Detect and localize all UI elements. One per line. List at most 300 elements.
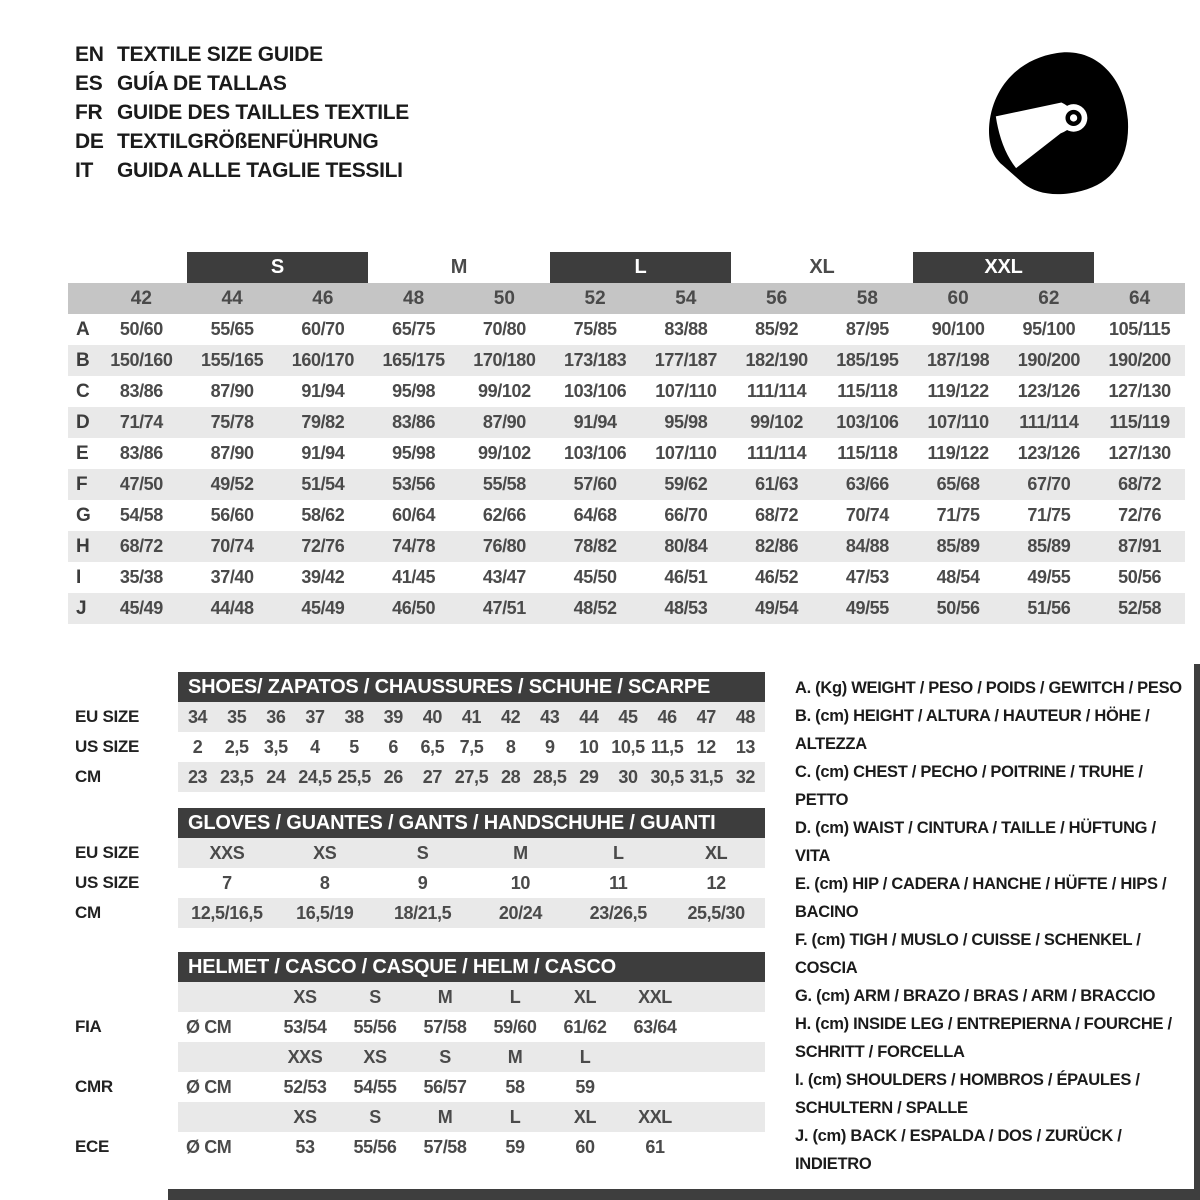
size-value: 55/56 (353, 1017, 397, 1037)
textile-row-d (68, 407, 1185, 438)
size-value: 10 (579, 737, 599, 757)
row-label: FIA (75, 1017, 102, 1036)
size-value: 83/86 (392, 412, 436, 432)
textile-row-g (68, 500, 1185, 531)
size-value: 58/62 (301, 505, 345, 525)
section-row (75, 982, 765, 1012)
row-label: EU SIZE (75, 707, 140, 726)
size-value: 55/58 (482, 474, 526, 494)
size-value: 107/110 (655, 443, 717, 463)
size-value: 10,5 (611, 737, 645, 757)
textile-row-c (68, 376, 1185, 407)
size-value: 18/21,5 (374, 898, 472, 928)
row-label (75, 1102, 178, 1132)
size-value: 10 (510, 873, 531, 893)
size-value: 87/91 (1118, 536, 1162, 556)
textile-row-e (68, 438, 1185, 469)
shoes-section (75, 672, 765, 792)
size-value: 65/75 (392, 319, 436, 339)
size-value: 60/70 (301, 319, 345, 339)
size-value: 48/54 (936, 567, 980, 587)
size-value: 67/70 (1027, 474, 1071, 494)
size-value: 30 (608, 762, 647, 792)
filler-cell (690, 1132, 765, 1162)
size-value: 62/66 (482, 505, 526, 525)
size-value: 40 (413, 702, 452, 732)
size-value: 61/63 (755, 474, 799, 494)
column-header: 56 (766, 288, 788, 309)
size-value: 52/53 (283, 1077, 327, 1097)
size-value: 30,5 (648, 762, 687, 792)
language-label: TEXTILGRÖßENFÜHRUNG (117, 130, 379, 153)
column-header: 48 (403, 288, 425, 309)
size-value: 53/56 (392, 474, 436, 494)
size-value: 49/55 (845, 598, 889, 618)
size-value: 91/94 (301, 443, 345, 463)
size-value: L (569, 838, 667, 868)
helmet-title: HELMET / CASCO / CASQUE / HELM / CASCO (188, 956, 616, 978)
size-value: XL (550, 1102, 620, 1132)
size-value: XS (340, 1042, 410, 1072)
size-value: 83/88 (664, 319, 708, 339)
size-value: 123/126 (1017, 443, 1080, 463)
size-value: 103/106 (563, 381, 627, 401)
diameter-label (178, 1102, 270, 1132)
column-header: 46 (312, 288, 334, 309)
row-label: US SIZE (75, 737, 140, 756)
language-row (75, 156, 409, 185)
size-value: 48 (726, 702, 765, 732)
size-value: XXL (620, 982, 690, 1012)
language-code: FR (75, 101, 103, 124)
section-row (75, 868, 765, 898)
size-value: XXS (270, 1042, 340, 1072)
size-value: 63/66 (845, 474, 889, 494)
row-label: ECE (75, 1137, 110, 1156)
diameter-label: Ø CM (186, 1137, 232, 1157)
size-value: 45/49 (301, 598, 345, 618)
language-row (75, 127, 409, 156)
size-value: 160/170 (291, 350, 354, 370)
size-value: 85/92 (755, 319, 799, 339)
size-value: 76/80 (482, 536, 526, 556)
size-value: 72/76 (1118, 505, 1162, 525)
size-value: 190/200 (1108, 350, 1171, 370)
size-value: 49/55 (1027, 567, 1071, 587)
size-value: 111/114 (1019, 412, 1079, 432)
size-value: 99/102 (750, 412, 803, 432)
size-value: S (340, 982, 410, 1012)
row-label: F (76, 474, 88, 495)
size-value: 79/82 (301, 412, 345, 432)
size-value: 45/49 (119, 598, 163, 618)
size-value: 78/82 (573, 536, 617, 556)
size-value: 68/72 (1118, 474, 1162, 494)
size-value: 55/56 (353, 1137, 397, 1157)
racing-helmet-icon (978, 36, 1140, 208)
textile-row-h (68, 531, 1185, 562)
textile-row-j (68, 593, 1185, 624)
size-value: XXS (178, 838, 276, 868)
size-group-xl: XL (809, 256, 835, 278)
legend-item: D. (cm) WAIST / CINTURA / TAILLE / HÜFTUNG / VITA (795, 819, 1156, 865)
size-value: 25,5/30 (667, 898, 765, 928)
size-value: 99/102 (478, 443, 531, 463)
size-value: 71/74 (119, 412, 163, 432)
size-value: 155/165 (200, 350, 264, 370)
size-value: 87/90 (210, 381, 254, 401)
section-row (75, 732, 765, 762)
legend-item: H. (cm) INSIDE LEG / ENTREPIERNA / FOURCHE / SCHRITT / FORCELLA (795, 1015, 1172, 1061)
size-value: 44 (569, 702, 608, 732)
size-group-s: S (187, 252, 369, 283)
size-value: 39/42 (301, 567, 345, 587)
textile-row-i (68, 562, 1185, 593)
size-value: 9 (417, 873, 428, 893)
column-header: 60 (947, 288, 969, 309)
size-group-l: L (550, 252, 732, 283)
row-label: C (76, 381, 90, 402)
size-value: 53 (295, 1137, 315, 1157)
row-label (75, 1042, 178, 1072)
size-value: XL (550, 982, 620, 1012)
size-value: 51/54 (301, 474, 345, 494)
size-value: 70/74 (210, 536, 254, 556)
size-value: L (550, 1042, 620, 1072)
size-value: 27,5 (452, 762, 491, 792)
column-header: 62 (1038, 288, 1060, 309)
size-value: 115/118 (837, 381, 898, 401)
size-value: 190/200 (1017, 350, 1080, 370)
size-value: 41/45 (392, 567, 436, 587)
column-header: 50 (493, 288, 515, 309)
size-value: 16,5/19 (276, 898, 374, 928)
size-value: 173/183 (563, 350, 627, 370)
column-header: 44 (221, 288, 243, 309)
size-value: 74/78 (392, 536, 436, 556)
section-row (75, 1012, 765, 1042)
size-value: 71/75 (1027, 505, 1071, 525)
size-value: 3,5 (263, 737, 288, 757)
gloves-title-bar (178, 808, 765, 838)
size-value: 75/78 (210, 412, 254, 432)
size-value: 182/190 (745, 350, 808, 370)
size-value: 27 (413, 762, 452, 792)
language-row (75, 69, 409, 98)
size-value: 24 (256, 762, 295, 792)
size-value: 71/75 (936, 505, 980, 525)
size-value: 103/106 (836, 412, 899, 432)
size-value: 54/55 (353, 1077, 397, 1097)
column-header: 42 (130, 288, 152, 309)
right-border-bar (1194, 664, 1200, 1200)
size-value: XL (667, 838, 765, 868)
language-label: TEXTILE SIZE GUIDE (117, 43, 323, 66)
size-value: 6,5 (420, 737, 445, 757)
column-header: 64 (1129, 288, 1151, 309)
size-value: 37/40 (210, 567, 254, 587)
size-value: 49/52 (210, 474, 254, 494)
textile-body (68, 314, 1185, 624)
size-value: 64/68 (573, 505, 617, 525)
size-value: 70/80 (482, 319, 526, 339)
size-value: 90/100 (931, 319, 985, 339)
size-value: 95/98 (392, 443, 436, 463)
size-value: 65/68 (936, 474, 980, 494)
size-value: 68/72 (755, 505, 799, 525)
gloves-rows (75, 838, 765, 928)
language-code: DE (75, 130, 104, 153)
size-value: 4 (310, 737, 320, 757)
size-value: S (410, 1042, 480, 1072)
size-value: 127/130 (1108, 443, 1171, 463)
textile-row-b (68, 345, 1185, 376)
size-value: 57/58 (423, 1137, 467, 1157)
size-value: 85/89 (1027, 536, 1071, 556)
size-value: 6 (388, 737, 399, 757)
row-label: EU SIZE (75, 843, 140, 862)
filler-cell (690, 1102, 765, 1132)
size-value: S (374, 838, 472, 868)
size-value: 63/64 (633, 1017, 677, 1037)
legend-item: B. (cm) HEIGHT / ALTURA / HAUTEUR / HÖHE / ALTEZZA (795, 707, 1150, 753)
size-value: 12 (696, 737, 716, 757)
section-row (75, 1072, 765, 1102)
size-value: XS (276, 838, 374, 868)
size-value: 111/114 (746, 443, 807, 463)
size-value: 57/58 (423, 1017, 467, 1037)
size-value: XS (270, 1102, 340, 1132)
helmet-rows (75, 982, 765, 1162)
row-label: H (76, 536, 90, 557)
size-value: 50/60 (119, 319, 163, 339)
size-value: 7,5 (459, 737, 484, 757)
size-value: M (472, 838, 570, 868)
gloves-title: GLOVES / GUANTES / GANTS / HANDSCHUHE / GUANTI (188, 812, 716, 834)
section-row (75, 1102, 765, 1132)
size-value: 103/106 (563, 443, 627, 463)
size-value: 45/50 (573, 567, 617, 587)
size-value: 60 (575, 1137, 595, 1157)
textile-size-table (68, 252, 1185, 624)
size-value: 11,5 (650, 737, 684, 757)
row-label: CM (75, 767, 101, 786)
size-value: 5 (349, 737, 359, 757)
size-value: 48/53 (664, 598, 708, 618)
textile-row-f (68, 469, 1185, 500)
size-value: 50/56 (1118, 567, 1162, 587)
helmet-section (75, 952, 765, 1162)
size-value: 87/90 (482, 412, 526, 432)
size-value: 177/187 (654, 350, 717, 370)
size-value: 34 (178, 702, 217, 732)
legend-item: I. (cm) SHOULDERS / HOMBROS / ÉPAULES / SCHULTERN / SPALLE (795, 1071, 1140, 1117)
size-value: 43/47 (482, 567, 526, 587)
size-value: 8 (505, 737, 516, 757)
size-value: 47 (687, 702, 726, 732)
filler-cell (690, 1012, 765, 1042)
size-value: 37 (295, 702, 334, 732)
row-label: E (76, 443, 89, 464)
size-value: 43 (530, 702, 569, 732)
size-value: 13 (735, 737, 756, 757)
size-value: 53/54 (283, 1017, 327, 1037)
row-label: A (76, 319, 90, 340)
size-value: 35 (217, 702, 256, 732)
size-value: 44/48 (210, 598, 254, 618)
size-value: 46/51 (664, 567, 708, 587)
diameter-label (178, 982, 270, 1012)
size-value: M (480, 1042, 550, 1072)
filler-cell (690, 1072, 765, 1102)
size-value (620, 1072, 690, 1102)
language-label: GUIDA ALLE TAGLIE TESSILI (117, 159, 403, 182)
helmet-title-bar (178, 952, 765, 982)
size-value: 20/24 (472, 898, 570, 928)
filler-cell (690, 1042, 765, 1072)
size-value: 26 (374, 762, 413, 792)
size-value: 56/60 (210, 505, 254, 525)
size-value: 119/122 (927, 381, 989, 401)
size-value: 127/130 (1108, 381, 1171, 401)
size-value: 84/88 (845, 536, 889, 556)
textile-row-a (68, 314, 1185, 345)
language-code: IT (75, 159, 94, 182)
size-value: 70/74 (845, 505, 889, 525)
diameter-label: Ø CM (186, 1077, 232, 1097)
size-value: 60/64 (392, 505, 436, 525)
size-value: 115/118 (837, 443, 898, 463)
textile-columns-band (68, 283, 1185, 314)
size-value: 42 (491, 702, 530, 732)
size-value: 46/50 (392, 598, 436, 618)
size-value: 23 (178, 762, 217, 792)
size-value: 12 (706, 873, 726, 893)
size-value: 47/50 (119, 474, 163, 494)
size-value: M (410, 1102, 480, 1132)
size-value: 23/26,5 (569, 898, 667, 928)
size-value: 170/180 (473, 350, 536, 370)
size-value: XS (270, 982, 340, 1012)
row-label: D (76, 412, 90, 433)
size-value: 87/95 (845, 319, 889, 339)
size-value: 7 (222, 873, 232, 893)
section-row (75, 898, 765, 928)
row-label (75, 982, 178, 1012)
size-value: 2 (192, 737, 203, 757)
size-group-xxl: XXL (913, 252, 1095, 283)
size-value: 59/62 (664, 474, 708, 494)
size-value: 47/53 (845, 567, 889, 587)
size-value: M (410, 982, 480, 1012)
row-label: I (76, 567, 81, 588)
size-value: 82/86 (755, 536, 799, 556)
row-label: US SIZE (75, 873, 140, 892)
shoes-title: SHOES/ ZAPATOS / CHAUSSURES / SCHUHE / SCARPE (188, 676, 711, 698)
textile-size-header (68, 252, 1185, 283)
size-value: 8 (319, 873, 330, 893)
size-value: 50/56 (936, 598, 980, 618)
size-value: 36 (256, 702, 295, 732)
language-code: EN (75, 43, 104, 66)
row-label: CM (75, 903, 101, 922)
section-row (75, 838, 765, 868)
section-row (75, 1132, 765, 1162)
size-value: 49/54 (755, 598, 799, 618)
size-value: 31,5 (687, 762, 726, 792)
filler-cell (690, 982, 765, 1012)
language-row (75, 40, 409, 69)
size-value: 56/57 (423, 1077, 467, 1097)
size-value: 72/76 (301, 536, 345, 556)
size-value: 58 (505, 1077, 525, 1097)
size-value: 185/195 (836, 350, 899, 370)
language-label: GUÍA DE TALLAS (117, 72, 287, 95)
row-label: CMR (75, 1077, 113, 1096)
size-value: 91/94 (573, 412, 617, 432)
language-code: ES (75, 72, 103, 95)
size-value: 46 (648, 702, 687, 732)
size-value: 107/110 (927, 412, 989, 432)
size-value: 105/115 (1108, 319, 1171, 339)
size-value: 107/110 (655, 381, 717, 401)
legend-item: J. (cm) BACK / ESPALDA / DOS / ZURÜCK / INDIETRO (795, 1127, 1122, 1173)
row-label: G (76, 505, 91, 526)
diameter-label: Ø CM (186, 1017, 232, 1037)
size-value: 47/51 (482, 598, 526, 618)
size-value: 123/126 (1017, 381, 1080, 401)
size-value: S (340, 1102, 410, 1132)
size-value: 2,5 (224, 737, 249, 757)
size-value: 85/89 (936, 536, 980, 556)
column-header: 54 (675, 288, 697, 309)
size-value: 95/98 (392, 381, 436, 401)
language-row (75, 98, 409, 127)
size-value: 55/65 (210, 319, 254, 339)
size-value: 75/85 (573, 319, 617, 339)
shoes-title-bar (178, 672, 765, 702)
size-value: 12,5/16,5 (178, 898, 276, 928)
size-value: 41 (452, 702, 491, 732)
legend-item: C. (cm) CHEST / PECHO / POITRINE / TRUHE / PETTO (795, 763, 1143, 809)
shoes-rows (75, 702, 765, 792)
size-value: L (480, 982, 550, 1012)
size-value: 95/98 (664, 412, 708, 432)
size-value: 91/94 (301, 381, 345, 401)
section-row (75, 1042, 765, 1072)
size-value: 59 (575, 1077, 595, 1097)
size-value: 115/119 (1109, 412, 1170, 432)
size-value: 99/102 (478, 381, 531, 401)
size-value: 39 (374, 702, 413, 732)
size-value: 9 (544, 737, 555, 757)
size-value: 165/175 (382, 350, 445, 370)
size-value: 23,5 (217, 762, 256, 792)
language-label: GUIDE DES TAILLES TEXTILE (117, 101, 409, 124)
size-value: 57/60 (573, 474, 617, 494)
legend-item: E. (cm) HIP / CADERA / HANCHE / HÜFTE / HIPS / BACINO (795, 875, 1167, 921)
size-value: 68/72 (119, 536, 163, 556)
legend-item: G. (cm) ARM / BRAZO / BRAS / ARM / BRACCIO (795, 987, 1156, 1005)
size-value: 28,5 (530, 762, 569, 792)
size-value: 52/58 (1118, 598, 1162, 618)
size-value: 59 (505, 1137, 525, 1157)
section-row (75, 702, 765, 732)
gloves-section (75, 808, 765, 928)
size-value: 83/86 (119, 381, 163, 401)
bottom-border-bar (168, 1189, 1200, 1200)
size-value: 61 (645, 1137, 665, 1157)
